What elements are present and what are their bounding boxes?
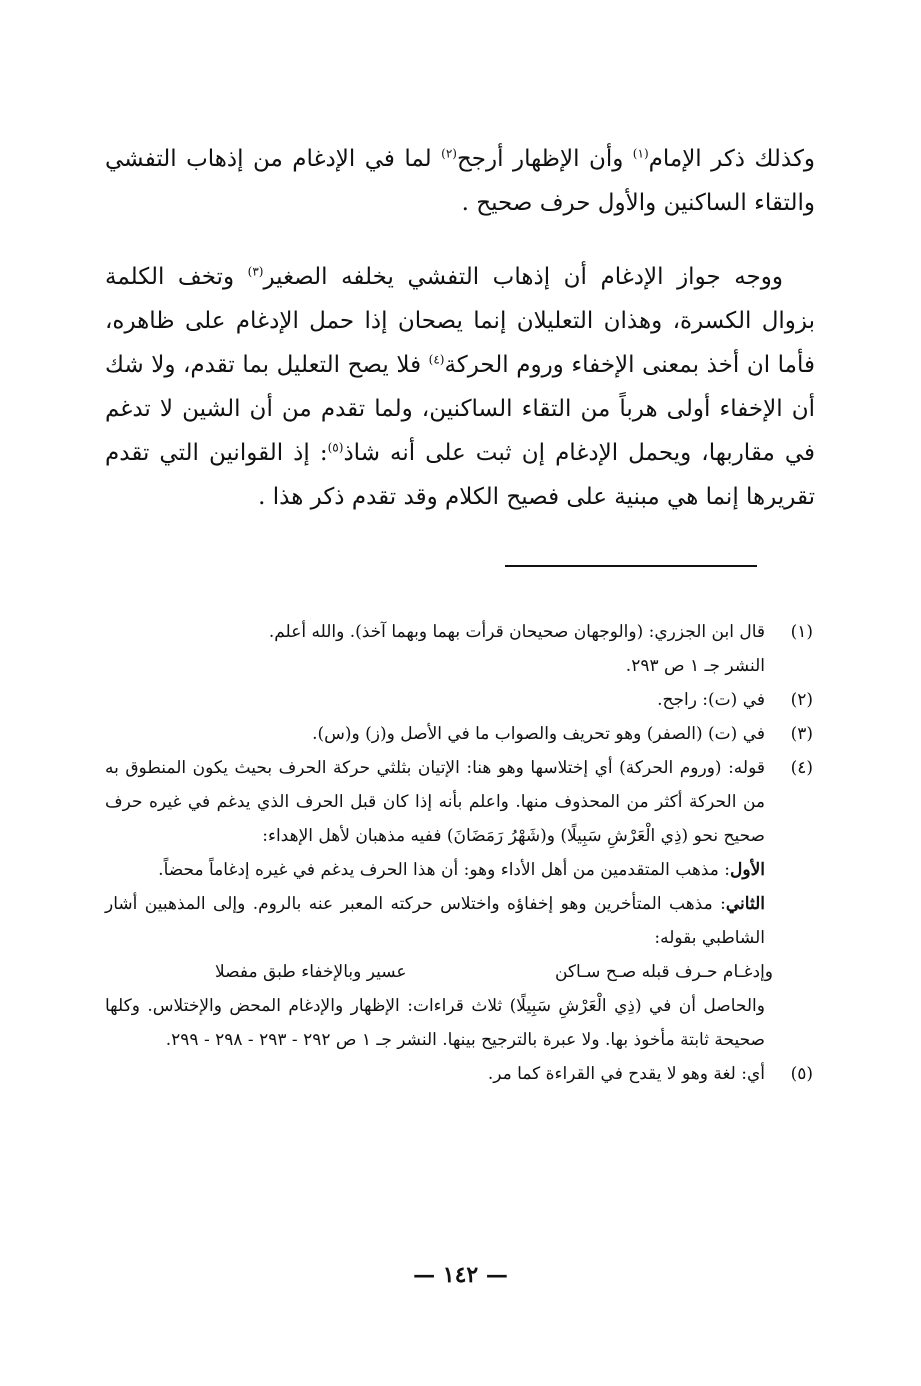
verse-second-hemistich: عسير وبالإخفاء طبق مفصلا <box>215 962 407 982</box>
footnote-text: قال ابن الجزري: (والوجهان صحيحان قرأت بهما وبهما آخذ). والله أعلم. <box>268 622 765 642</box>
footnote-number: (٥) <box>790 1064 813 1084</box>
footnote-1 <box>105 615 813 683</box>
footnote-separator <box>505 565 757 567</box>
footnote-subitem-first: الأول: مذهب المتقدمين من أهل الأداء وهو: أن هذا الحرف يدغم في غيره إدغاماً محضاً. <box>158 860 765 880</box>
page-number: — ١٤٢ — <box>413 1262 508 1288</box>
poetry-verse <box>105 955 773 989</box>
footnote-text: قوله: (وروم الحركة) أي إختلاسها وهو هنا: الإتيان بثلثي حركة الحرف بحيث يكون المنطوق به من الحركة أكثر من المحذوف منها. واعلم بأنه إذا كان قبل الحرف الذي يدغم في غيره حرف صحيح نحو (ذِي الْعَرْشِ سَبِيلًا) و(شَهْرُ رَمَضَانَ) ففيه مذهبان لأهل الإهداء: <box>105 758 765 846</box>
verse-first-hemistich: وإدغـام حـرف قبله صـح سـاكن <box>554 962 773 982</box>
footnote-text: والحاصل أن في (ذِي الْعَرْشِ سَبِيلًا) ثلاث قراءات: الإظهار والإدغام المحض والإختلاس. وكلها صحيحة ثابتة مأخوذ بها. ولا عبرة بالترجيح بينها. النشر جـ ١ ص ٢٩٢ - ٢٩٣ - ٢٩٨ - ٢٩٩. <box>105 996 765 1050</box>
footnote-text: أي: لغة وهو لا يقدح في القراءة كما مر. <box>487 1064 765 1084</box>
paragraph-2: ووجه جواز الإدغام أن إذهاب التفشي يخلفه الصغير$^{(٣)}$ وتخف الكلمة بزوال الكسرة، وهذان التعليلان إنما يصحان إذا حمل الإدغام على ظاهره، فأما ان أخذ بمعنى الإخفاء وروم الحركة$^{(٤)}$ فلا يصح التعليل بما تقدم، ولا شك أن الإخفاء أولى هرباً من التقاء الساكنين، ولما تقدم من أن الشين لا تدغم في مقاربها، ويحمل الإدغام إن ثبت على أنه شاذ$^{(٥)}$: إذ القوانين التي تقدم تقريرها إنما هي مبنية على فصيح الكلام وقد تقدم ذكر هذا . <box>105 264 815 510</box>
footnote-4 <box>105 751 813 1057</box>
footnote-ref-2[interactable]: (٢) <box>441 146 457 161</box>
footnote-3 <box>105 717 813 751</box>
footnote-ref-4[interactable]: (٤) <box>428 352 445 367</box>
footnote-ref-1[interactable]: (١) <box>632 146 649 161</box>
footnote-text: النشر جـ ١ ص ٢٩٣. <box>625 656 765 676</box>
main-text <box>105 137 815 519</box>
footnote-text: في (ت): راجح. <box>657 690 765 710</box>
footnote-number: (١) <box>790 622 813 642</box>
footnotes <box>105 615 813 1091</box>
paragraph-1: وكذلك ذكر الإمام$^{(١)}$ وأن الإظهار أرجح$^{(٢)}$ لما في الإدغام من إذهاب التفشي والتقاء الساكنين والأول حرف صحيح . <box>105 146 816 216</box>
footnote-number: (٤) <box>790 758 813 778</box>
footnote-ref-3[interactable]: (٣) <box>247 264 264 279</box>
footnote-2 <box>105 683 813 717</box>
footnote-text: في (ت) (الصفر) وهو تحريف والصواب ما في الأصل و(ز) و(س). <box>312 724 765 744</box>
subitem-label: الأول <box>730 860 765 880</box>
footnote-5 <box>105 1057 813 1091</box>
footnote-number: (٢) <box>790 690 813 710</box>
subitem-label: الثاني <box>725 894 765 914</box>
footnote-number: (٣) <box>790 724 813 744</box>
footnote-ref-5[interactable]: (٥) <box>327 440 344 455</box>
footnote-subitem-second: الثاني: مذهب المتأخرين وهو إخفاؤه واختلاس حركته المعبر عنه بالروم. وإلى المذهبين أشار الشاطبي بقوله: <box>105 894 765 948</box>
